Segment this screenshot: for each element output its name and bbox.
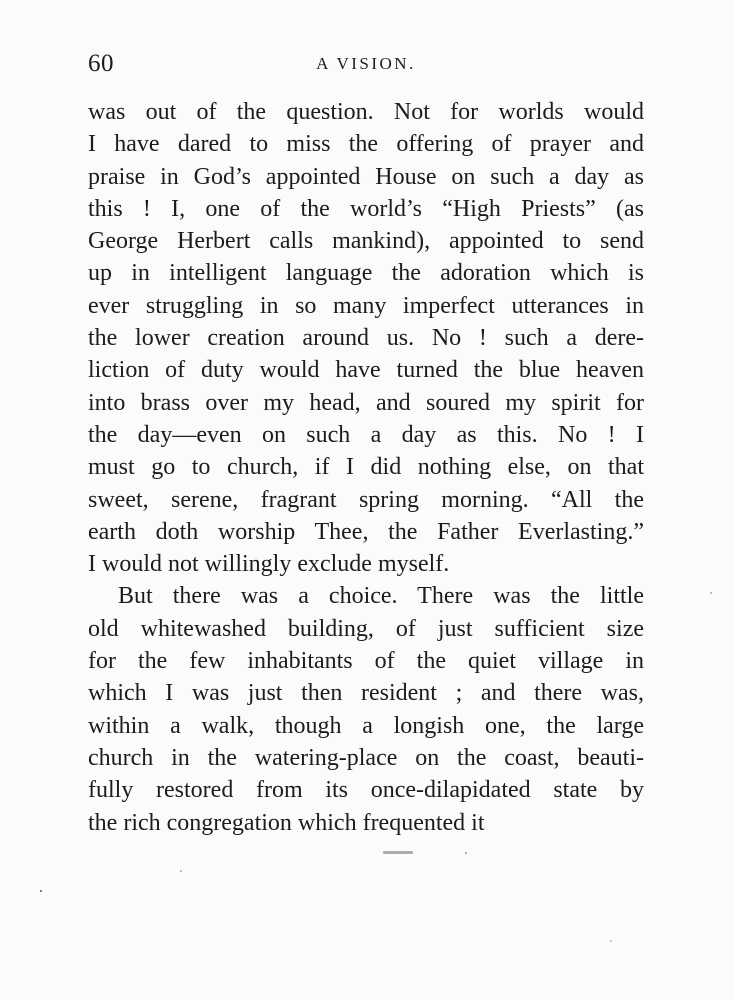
ink-smudge [383, 851, 413, 854]
text-line: But there was a choice. There was the little [118, 583, 644, 610]
text-line: which I was just then resident ; and there was, [88, 680, 644, 707]
text-line: liction of duty would have turned the blue heaven [88, 357, 644, 384]
text-line: for the few inhabitants of the quiet village in [88, 648, 644, 675]
paper-speck [465, 852, 467, 854]
running-title: A VISION. [316, 54, 416, 73]
text-line: the lower creation around us. No ! such a dere- [88, 325, 644, 352]
paper-speck [180, 870, 182, 872]
text-line: the day—even on such a day as this. No ! I [88, 421, 644, 448]
text-line: fully restored from its once-dilapidated state by [88, 777, 644, 804]
text-line: must go to church, if I did nothing else, on that [88, 454, 644, 481]
text-line: ever struggling in so many imperfect utterances in [88, 292, 644, 319]
text-line: sweet, serene, fragrant spring morning. “All the [88, 486, 644, 513]
text-line: the rich congregation which frequented it [88, 809, 485, 836]
text-line: was out of the question. Not for worlds would [88, 99, 644, 125]
text-line: within a walk, though a longish one, the large [88, 712, 644, 739]
body-text [88, 96, 644, 839]
text-line: up in intelligent language the adoration which is [88, 260, 644, 287]
paper-speck [610, 940, 612, 942]
text-line: George Herbert calls mankind), appointed to send [88, 228, 644, 255]
text-line: church in the watering-place on the coast, beauti- [88, 744, 644, 771]
text-line: into brass over my head, and soured my spirit for [88, 389, 644, 416]
running-head [88, 50, 644, 80]
text-line: old whitewashed building, of just sufficient size [88, 615, 644, 642]
text-line: earth doth worship Thee, the Father Everlasting.” [88, 518, 644, 545]
text-line: I have dared to miss the offering of prayer and [88, 131, 644, 158]
paper-speck [710, 592, 712, 594]
page-number: 60 [88, 50, 114, 77]
text-line: praise in God’s appointed House on such a day as [88, 163, 644, 190]
text-line: I would not willingly exclude myself. [88, 551, 450, 578]
text-line: this ! I, one of the world’s “High Priests” (as [88, 195, 644, 222]
paper-speck [40, 890, 42, 892]
